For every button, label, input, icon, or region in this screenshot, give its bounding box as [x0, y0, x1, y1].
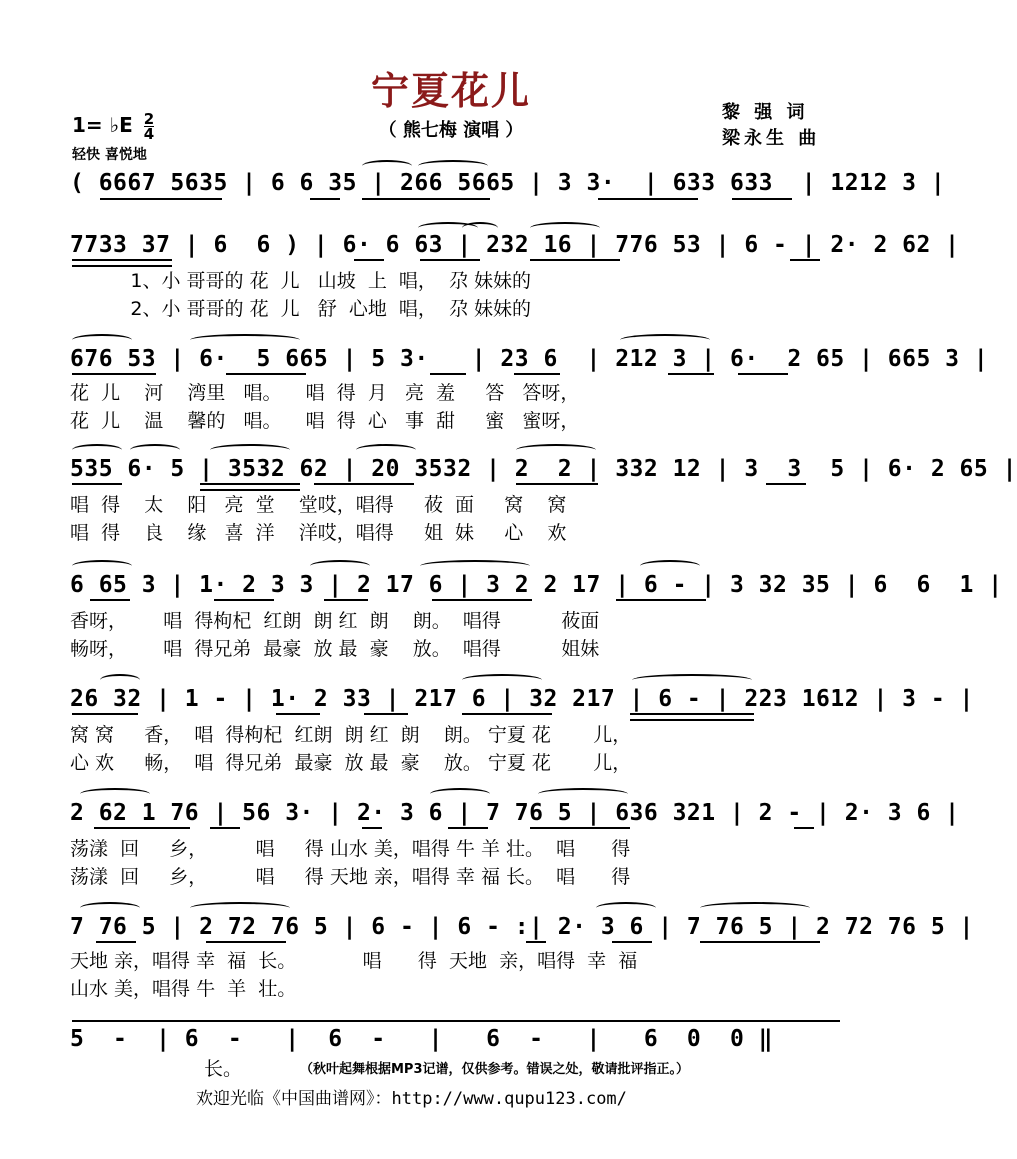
- underline: [210, 827, 240, 829]
- underline: [96, 941, 136, 943]
- lyric-verse1-line5: 香呀， 唱 得枸杞 红朗 朗 红 朗 朗。 唱得 莜面: [70, 610, 600, 632]
- slur: [530, 222, 600, 234]
- underline: [732, 198, 792, 200]
- lyric-verse2-line2: 2、小 哥哥的 花 儿 舒 心地 唱， 尕 妹妹的: [70, 298, 532, 320]
- slur: [362, 160, 412, 172]
- page-title: 宁夏花儿: [370, 69, 531, 113]
- lyric-verse2-line5: 畅呀， 唱 得兄弟 最豪 放 最 豪 放。 唱得 姐妹: [70, 638, 600, 660]
- underline: [72, 373, 156, 375]
- underline: [516, 483, 598, 485]
- underline: [354, 259, 384, 261]
- score-line-2: 7733 37 | 6 6 ) | 6· 6 63 | 232 16 | 776 53 | 6 - | 2· 2 62 |: [70, 232, 960, 258]
- underline: [364, 713, 408, 715]
- performer-subtitle: （ 熊七梅 演唱 ）: [378, 120, 524, 141]
- score-line-8: 7 76 5 | 2 72 76 5 | 6 - | 6 - :| 2· 3 6 | 7 76 5 | 2 72 76 5 |: [70, 914, 974, 940]
- underline: [420, 259, 480, 261]
- lyric-verse2-line6: 心 欢 畅， 唱 得兄弟 最豪 放 最 豪 放。 宁夏 花 儿，: [70, 752, 632, 774]
- underline: [448, 827, 488, 829]
- slur: [462, 222, 498, 234]
- score-line-3: 676 53 | 6· 5 665 | 5 3· | 23 6 | 212 3 | 6· 2 65 | 665 3 |: [70, 346, 989, 372]
- underline: [90, 599, 130, 601]
- underline: [362, 827, 382, 829]
- slur: [700, 902, 810, 914]
- underline: [430, 373, 466, 375]
- underline: [462, 713, 552, 715]
- time-signature: [144, 112, 154, 141]
- slur: [640, 560, 700, 572]
- tail-lyric: 长。: [204, 1058, 243, 1080]
- time-top: 2: [143, 110, 155, 128]
- lyric-verse1-line4: 唱 得 太 阳 亮 堂 堂哎，唱得 莜 面 窝 窝: [70, 494, 567, 516]
- slur: [430, 788, 490, 800]
- time-bottom: 4: [143, 125, 155, 143]
- lyric-verse1-line6: 窝 窝 香， 唱 得枸杞 红朗 朗 红 朗 朗。 宁夏 花 儿，: [70, 724, 632, 746]
- lyric-verse2-line4: 唱 得 良 缘 喜 洋 洋哎，唱得 姐 妹 心 欢: [70, 522, 567, 544]
- underline: [530, 259, 620, 261]
- underline: [276, 713, 320, 715]
- site-footer: 欢迎光临《中国曲谱网》：http://www.qupu123.com/: [196, 1089, 627, 1109]
- lyric-verse1-line8: 天地 亲，唱得 幸 福 长。 唱 得 天地 亲，唱得 幸 福: [70, 950, 638, 972]
- slur: [100, 674, 140, 686]
- underline: [790, 259, 820, 261]
- slur: [80, 788, 150, 800]
- lyric-verse2-line7: 荡漾 回 乡， 唱 得 天地 亲，唱得 幸 福 长。 唱 得: [70, 866, 631, 888]
- underline: [530, 827, 630, 829]
- slur: [516, 444, 596, 456]
- underline: [794, 827, 814, 829]
- tempo-marking: 轻快 喜悦地: [72, 147, 147, 163]
- slur: [190, 334, 300, 346]
- slur: [538, 788, 628, 800]
- slur: [72, 444, 122, 456]
- underline: [310, 198, 340, 200]
- slur: [462, 674, 542, 686]
- underline: [214, 599, 274, 601]
- long-tie: [72, 1020, 840, 1022]
- slur: [632, 674, 752, 686]
- slur: [80, 902, 140, 914]
- underline: [738, 373, 788, 375]
- lyric-verse1-line7: 荡漾 回 乡， 唱 得 山水 美，唱得 牛 羊 壮。 唱 得: [70, 838, 631, 860]
- underline: [206, 941, 286, 943]
- key-label: 1= ♭E: [72, 113, 133, 137]
- underline: [94, 827, 190, 829]
- underline: [526, 941, 546, 943]
- underline: [72, 713, 138, 715]
- composer-credit: 梁永生 曲: [722, 128, 821, 149]
- slur: [596, 902, 656, 914]
- slur: [418, 160, 488, 172]
- lyric-verse2-line3: 花 儿 温 馨的 唱。 唱 得 心 事 甜 蜜 蜜呀，: [70, 410, 580, 432]
- underline: [324, 599, 368, 601]
- slur: [72, 334, 132, 346]
- slur: [72, 560, 132, 572]
- slur: [620, 334, 710, 346]
- slur: [130, 444, 180, 456]
- slur: [190, 902, 290, 914]
- score-line-7: 2 62 1 76 | 56 3· | 2· 3 6 | 7 76 5 | 636 321 | 2 - | 2· 3 6 |: [70, 800, 960, 826]
- slur: [356, 444, 416, 456]
- underline: [766, 483, 806, 485]
- underline: [432, 599, 532, 601]
- score-line-1: ( 6667 5635 | 6 6 35 | 266 5665 | 3 3· | 633 633 | 1212 3 |: [70, 170, 946, 196]
- slur: [210, 444, 290, 456]
- underline: [612, 941, 652, 943]
- slur: [420, 560, 530, 572]
- lyricist-credit: 黎 强 词: [722, 102, 809, 123]
- score-line-9: 5 - | 6 - | 6 - | 6 - | 6 0 0 ‖: [70, 1026, 774, 1052]
- underline: [314, 483, 414, 485]
- transcription-note: （秋叶起舞根据MP3记谱，仅供参考。错误之处，敬请批评指正。）: [300, 1062, 690, 1077]
- underline: [598, 198, 698, 200]
- score-line-6: 26 32 | 1 - | 1· 2 33 | 217 6 | 32 217 | 6 - | 223 1612 | 3 - |: [70, 686, 974, 712]
- lyric-verse2-line8: 山水 美，唱得 牛 羊 壮。: [70, 978, 297, 1000]
- underline: [72, 483, 122, 485]
- key-signature: [72, 112, 154, 141]
- lyric-verse1-line3: 花 儿 河 湾里 唱。 唱 得 月 亮 羞 答 答呀，: [70, 382, 580, 404]
- underline: [616, 599, 706, 601]
- underline: [226, 373, 306, 375]
- slur: [310, 560, 370, 572]
- underline: [668, 373, 714, 375]
- lyric-verse1-line2: 1、小 哥哥的 花 儿 山坡 上 唱， 尕 妹妹的: [70, 270, 532, 292]
- underline: [362, 198, 490, 200]
- underline: [700, 941, 820, 943]
- score-line-4: 535 6· 5 | 3532 62 | 20 3532 | 2 2 | 332 12 | 3 3 5 | 6· 2 65 |: [70, 456, 1017, 482]
- underline: [100, 198, 222, 200]
- underline: [514, 373, 560, 375]
- score-line-5: 6 65 3 | 1· 2 3 3 | 2 17 6 | 3 2 2 17 | 6 - | 3 32 35 | 6 6 1 |: [70, 572, 1003, 598]
